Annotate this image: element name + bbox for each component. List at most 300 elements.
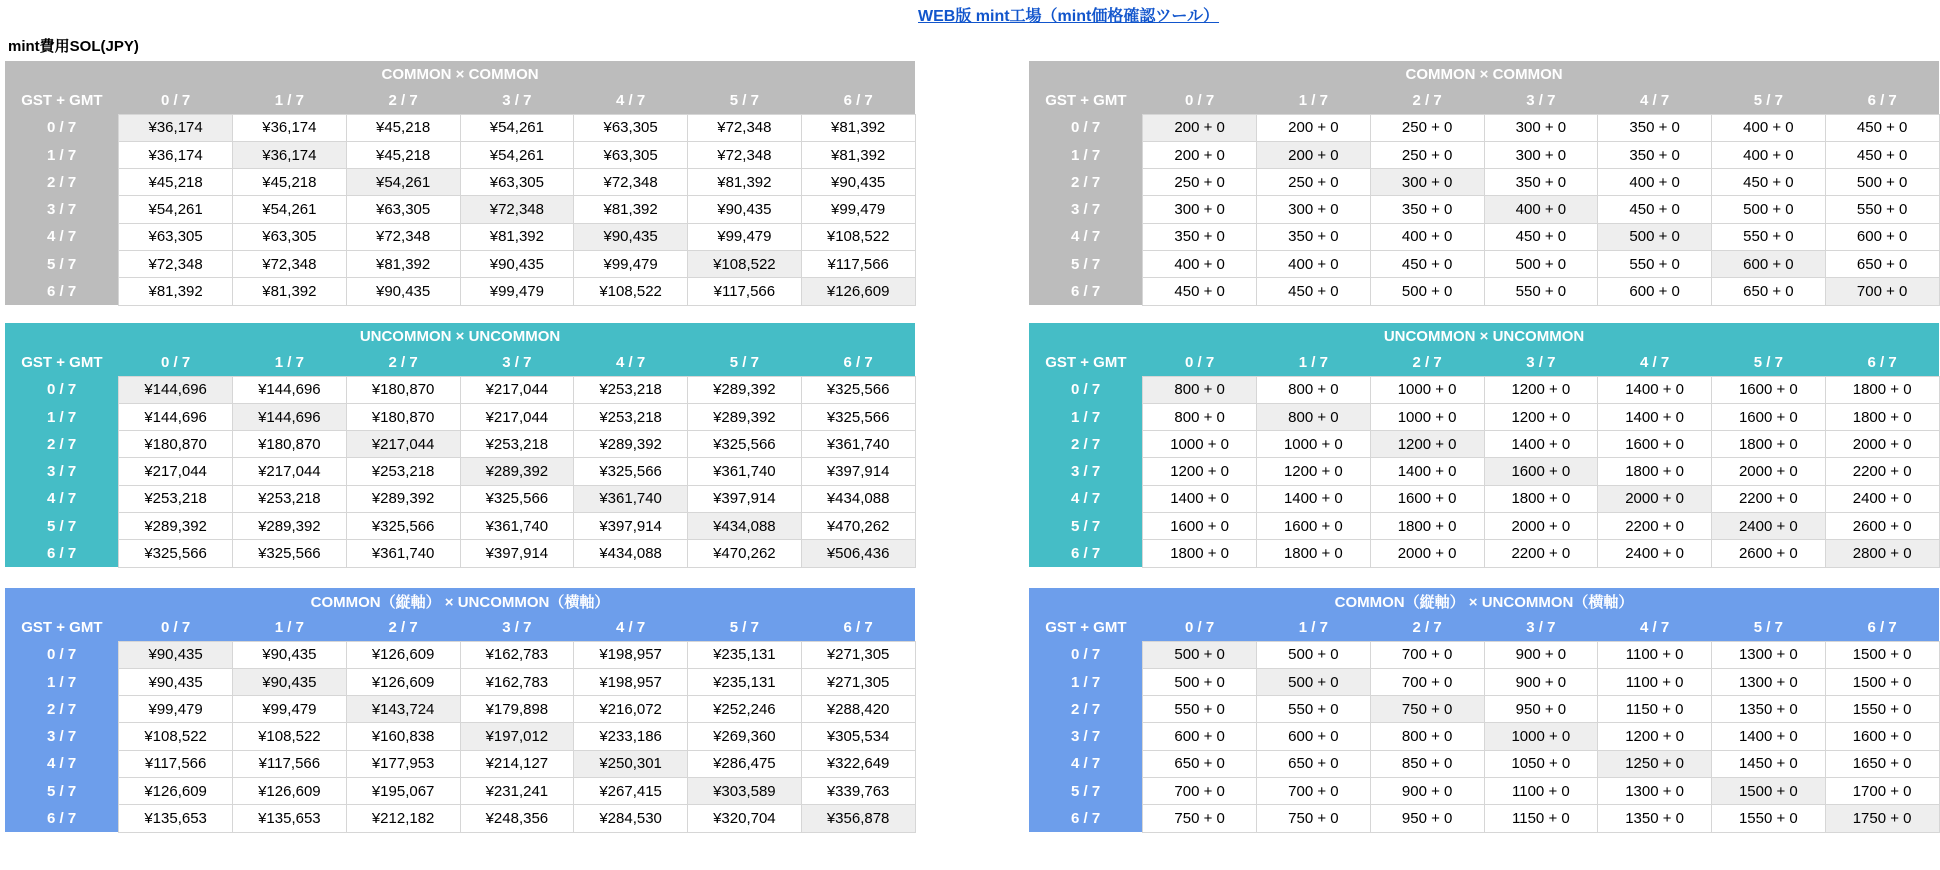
price-cell[interactable]: 450 + 0	[1143, 278, 1257, 305]
price-cell[interactable]: ¥108,522	[801, 223, 915, 250]
price-cell[interactable]: ¥289,392	[346, 485, 460, 512]
price-cell[interactable]: 1500 + 0	[1712, 778, 1826, 805]
price-cell[interactable]: ¥90,435	[233, 641, 347, 668]
price-cell[interactable]: 1800 + 0	[1712, 431, 1826, 458]
price-cell[interactable]: ¥325,566	[801, 376, 915, 403]
price-cell[interactable]: 1000 + 0	[1257, 431, 1371, 458]
price-cell[interactable]: 2000 + 0	[1825, 431, 1939, 458]
price-cell[interactable]: ¥289,392	[688, 376, 802, 403]
price-cell[interactable]: ¥361,740	[574, 485, 688, 512]
price-cell[interactable]: ¥356,878	[801, 805, 915, 832]
price-cell[interactable]: 550 + 0	[1825, 196, 1939, 223]
price-cell[interactable]: 700 + 0	[1370, 641, 1484, 668]
price-cell[interactable]: ¥108,522	[574, 278, 688, 305]
price-cell[interactable]: ¥198,957	[574, 668, 688, 695]
price-cell[interactable]: 1400 + 0	[1143, 485, 1257, 512]
price-cell[interactable]: 450 + 0	[1484, 223, 1598, 250]
price-cell[interactable]: 1400 + 0	[1257, 485, 1371, 512]
price-cell[interactable]: 600 + 0	[1825, 223, 1939, 250]
price-cell[interactable]: 800 + 0	[1257, 403, 1371, 430]
price-cell[interactable]: ¥253,218	[574, 403, 688, 430]
price-cell[interactable]: ¥99,479	[119, 696, 233, 723]
price-cell[interactable]: ¥235,131	[688, 641, 802, 668]
price-cell[interactable]: ¥144,696	[233, 376, 347, 403]
price-cell[interactable]: ¥126,609	[346, 641, 460, 668]
price-cell[interactable]: 1400 + 0	[1598, 376, 1712, 403]
price-cell[interactable]: 2800 + 0	[1825, 540, 1939, 567]
price-cell[interactable]: ¥248,356	[460, 805, 574, 832]
price-cell[interactable]: ¥81,392	[233, 278, 347, 305]
price-cell[interactable]: 1350 + 0	[1598, 805, 1712, 832]
price-cell[interactable]: 1600 + 0	[1257, 513, 1371, 540]
price-cell[interactable]: ¥63,305	[460, 169, 574, 196]
price-cell[interactable]: 1500 + 0	[1825, 668, 1939, 695]
price-cell[interactable]: 200 + 0	[1143, 141, 1257, 168]
price-cell[interactable]: ¥143,724	[346, 696, 460, 723]
price-cell[interactable]: ¥217,044	[233, 458, 347, 485]
price-cell[interactable]: 650 + 0	[1712, 278, 1826, 305]
price-cell[interactable]: ¥108,522	[233, 723, 347, 750]
price-cell[interactable]: 2200 + 0	[1825, 458, 1939, 485]
price-cell[interactable]: ¥63,305	[574, 141, 688, 168]
price-cell[interactable]: 550 + 0	[1484, 278, 1598, 305]
price-cell[interactable]: ¥397,914	[688, 485, 802, 512]
price-cell[interactable]: ¥305,534	[801, 723, 915, 750]
price-cell[interactable]: ¥325,566	[574, 458, 688, 485]
price-cell[interactable]: 300 + 0	[1484, 141, 1598, 168]
price-cell[interactable]: 350 + 0	[1484, 169, 1598, 196]
price-cell[interactable]: ¥180,870	[119, 431, 233, 458]
row-header: 5 / 7	[1029, 513, 1143, 540]
price-cell[interactable]: ¥63,305	[574, 114, 688, 141]
price-cell[interactable]: 350 + 0	[1257, 223, 1371, 250]
price-cell[interactable]: ¥397,914	[460, 540, 574, 567]
price-cell[interactable]: ¥320,704	[688, 805, 802, 832]
price-cell[interactable]: ¥253,218	[346, 458, 460, 485]
price-cell[interactable]: 1400 + 0	[1712, 723, 1826, 750]
price-cell[interactable]: ¥63,305	[346, 196, 460, 223]
price-cell[interactable]: 200 + 0	[1257, 114, 1371, 141]
price-cell[interactable]: 650 + 0	[1257, 750, 1371, 777]
price-cell[interactable]: 1800 + 0	[1143, 540, 1257, 567]
price-cell[interactable]: 600 + 0	[1143, 723, 1257, 750]
price-cell[interactable]: 800 + 0	[1257, 376, 1371, 403]
price-cell[interactable]: ¥99,479	[801, 196, 915, 223]
price-cell[interactable]: ¥36,174	[233, 114, 347, 141]
price-cell[interactable]: 400 + 0	[1598, 169, 1712, 196]
table-row	[5, 778, 915, 805]
price-cell[interactable]: 500 + 0	[1257, 668, 1371, 695]
price-cell[interactable]: ¥108,522	[119, 723, 233, 750]
price-cell[interactable]: ¥253,218	[460, 431, 574, 458]
price-cell[interactable]: 1400 + 0	[1370, 458, 1484, 485]
price-cell[interactable]: ¥180,870	[346, 376, 460, 403]
price-cell[interactable]: 2200 + 0	[1598, 513, 1712, 540]
price-cell[interactable]: 700 + 0	[1370, 668, 1484, 695]
price-cell[interactable]: ¥126,609	[346, 668, 460, 695]
price-cell[interactable]: 250 + 0	[1370, 141, 1484, 168]
price-cell[interactable]: 900 + 0	[1370, 778, 1484, 805]
price-cell[interactable]: ¥286,475	[688, 750, 802, 777]
price-cell[interactable]: ¥303,589	[688, 778, 802, 805]
price-cell[interactable]: 400 + 0	[1712, 114, 1826, 141]
price-cell[interactable]: 1050 + 0	[1484, 750, 1598, 777]
price-cell[interactable]: 300 + 0	[1370, 169, 1484, 196]
price-cell[interactable]: 250 + 0	[1257, 169, 1371, 196]
price-cell[interactable]: ¥90,435	[460, 251, 574, 278]
price-cell[interactable]: 500 + 0	[1825, 169, 1939, 196]
price-cell[interactable]: 1800 + 0	[1484, 485, 1598, 512]
price-cell[interactable]: 2600 + 0	[1825, 513, 1939, 540]
price-cell[interactable]: 2600 + 0	[1712, 540, 1826, 567]
price-cell[interactable]: ¥361,740	[801, 431, 915, 458]
price-cell[interactable]: ¥144,696	[119, 376, 233, 403]
price-cell[interactable]: ¥117,566	[119, 750, 233, 777]
price-cell[interactable]: 750 + 0	[1143, 805, 1257, 832]
price-cell[interactable]: ¥284,530	[574, 805, 688, 832]
price-cell[interactable]: ¥217,044	[119, 458, 233, 485]
price-cell[interactable]: ¥325,566	[346, 513, 460, 540]
price-cell[interactable]: ¥231,241	[460, 778, 574, 805]
price-cell[interactable]: ¥180,870	[346, 403, 460, 430]
price-cell[interactable]: 350 + 0	[1143, 223, 1257, 250]
price-cell[interactable]: ¥54,261	[233, 196, 347, 223]
price-cell[interactable]: ¥434,088	[801, 485, 915, 512]
price-cell[interactable]: ¥54,261	[119, 196, 233, 223]
price-cell[interactable]: ¥325,566	[460, 485, 574, 512]
price-cell[interactable]: 450 + 0	[1370, 251, 1484, 278]
price-cell[interactable]: ¥162,783	[460, 668, 574, 695]
price-cell[interactable]: ¥99,479	[688, 223, 802, 250]
price-cell[interactable]: ¥54,261	[460, 141, 574, 168]
price-cell[interactable]: ¥197,012	[460, 723, 574, 750]
price-cell[interactable]: ¥54,261	[346, 169, 460, 196]
price-cell[interactable]: 500 + 0	[1257, 641, 1371, 668]
price-cell[interactable]: 650 + 0	[1825, 251, 1939, 278]
price-cell[interactable]: ¥235,131	[688, 668, 802, 695]
price-cell[interactable]: 1300 + 0	[1712, 641, 1826, 668]
price-cell[interactable]: 300 + 0	[1257, 196, 1371, 223]
price-cell[interactable]: 800 + 0	[1370, 723, 1484, 750]
price-cell[interactable]: ¥322,649	[801, 750, 915, 777]
price-cell[interactable]: ¥434,088	[574, 540, 688, 567]
price-cell[interactable]: ¥288,420	[801, 696, 915, 723]
price-cell[interactable]: ¥217,044	[460, 403, 574, 430]
price-cell[interactable]: 1350 + 0	[1712, 696, 1826, 723]
price-cell[interactable]: ¥195,067	[346, 778, 460, 805]
price-cell[interactable]: 1550 + 0	[1825, 696, 1939, 723]
price-cell[interactable]: 2000 + 0	[1484, 513, 1598, 540]
price-cell[interactable]: 450 + 0	[1825, 141, 1939, 168]
price-cell[interactable]: ¥470,262	[688, 540, 802, 567]
price-cell[interactable]: 1200 + 0	[1257, 458, 1371, 485]
price-cell[interactable]: 400 + 0	[1257, 251, 1371, 278]
price-cell[interactable]: 1800 + 0	[1370, 513, 1484, 540]
price-cell[interactable]: 750 + 0	[1370, 696, 1484, 723]
price-cell[interactable]: ¥126,609	[801, 278, 915, 305]
price-cell[interactable]: 350 + 0	[1598, 114, 1712, 141]
price-cell[interactable]: ¥233,186	[574, 723, 688, 750]
price-cell[interactable]: 400 + 0	[1484, 196, 1598, 223]
page-title: mint費用SOL(JPY)	[8, 38, 139, 55]
price-cell[interactable]: ¥108,522	[688, 251, 802, 278]
price-cell[interactable]: 1800 + 0	[1825, 403, 1939, 430]
price-cell[interactable]: ¥90,435	[119, 641, 233, 668]
price-cell[interactable]: 400 + 0	[1712, 141, 1826, 168]
price-cell[interactable]: ¥216,072	[574, 696, 688, 723]
price-cell[interactable]: ¥269,360	[688, 723, 802, 750]
price-cell[interactable]: ¥90,435	[119, 668, 233, 695]
price-cell[interactable]: ¥45,218	[346, 114, 460, 141]
price-cell[interactable]: ¥72,348	[460, 196, 574, 223]
price-cell[interactable]: ¥250,301	[574, 750, 688, 777]
price-cell[interactable]: ¥289,392	[119, 513, 233, 540]
price-cell[interactable]: 900 + 0	[1484, 641, 1598, 668]
price-cell[interactable]: ¥45,218	[346, 141, 460, 168]
price-cell[interactable]: 1800 + 0	[1825, 376, 1939, 403]
price-cell[interactable]: 600 + 0	[1712, 251, 1826, 278]
price-cell[interactable]: ¥126,609	[233, 778, 347, 805]
price-cell[interactable]: 500 + 0	[1484, 251, 1598, 278]
price-cell[interactable]: 600 + 0	[1257, 723, 1371, 750]
price-cell[interactable]: ¥90,435	[801, 169, 915, 196]
price-cell[interactable]: 1600 + 0	[1484, 458, 1598, 485]
price-cell[interactable]: 1150 + 0	[1484, 805, 1598, 832]
price-cell[interactable]: ¥325,566	[233, 540, 347, 567]
price-cell[interactable]: ¥397,914	[574, 513, 688, 540]
column-header: 3 / 7	[1484, 614, 1598, 641]
price-cell[interactable]: ¥90,435	[346, 278, 460, 305]
price-cell[interactable]: 1000 + 0	[1370, 403, 1484, 430]
price-cell[interactable]: ¥271,305	[801, 641, 915, 668]
price-cell[interactable]: ¥45,218	[119, 169, 233, 196]
price-cell[interactable]: 1200 + 0	[1484, 376, 1598, 403]
price-cell[interactable]: ¥81,392	[801, 114, 915, 141]
price-cell[interactable]: 750 + 0	[1257, 805, 1371, 832]
price-cell[interactable]: 500 + 0	[1143, 641, 1257, 668]
price-cell[interactable]: 650 + 0	[1143, 750, 1257, 777]
price-cell[interactable]: 1400 + 0	[1598, 403, 1712, 430]
price-cell[interactable]: ¥253,218	[233, 485, 347, 512]
price-cell[interactable]: 200 + 0	[1143, 114, 1257, 141]
price-cell[interactable]: 600 + 0	[1598, 278, 1712, 305]
price-cell[interactable]: 1100 + 0	[1484, 778, 1598, 805]
price-cell[interactable]: ¥81,392	[801, 141, 915, 168]
price-cell[interactable]: ¥198,957	[574, 641, 688, 668]
price-cell[interactable]: ¥325,566	[801, 403, 915, 430]
price-cell[interactable]: 1550 + 0	[1712, 805, 1826, 832]
price-cell[interactable]: ¥397,914	[801, 458, 915, 485]
price-cell[interactable]: 1600 + 0	[1370, 485, 1484, 512]
price-cell[interactable]: ¥212,182	[346, 805, 460, 832]
price-cell[interactable]: 1250 + 0	[1598, 750, 1712, 777]
price-cell[interactable]: ¥160,838	[346, 723, 460, 750]
price-cell[interactable]: 950 + 0	[1484, 696, 1598, 723]
price-cell[interactable]: ¥63,305	[119, 223, 233, 250]
price-cell[interactable]: 450 + 0	[1712, 169, 1826, 196]
price-cell[interactable]: 450 + 0	[1598, 196, 1712, 223]
price-cell[interactable]: ¥117,566	[688, 278, 802, 305]
price-cell[interactable]: ¥117,566	[233, 750, 347, 777]
price-cell[interactable]: ¥289,392	[233, 513, 347, 540]
price-cell[interactable]: ¥81,392	[460, 223, 574, 250]
price-cell[interactable]: ¥72,348	[688, 141, 802, 168]
price-cell[interactable]: 2000 + 0	[1712, 458, 1826, 485]
price-cell[interactable]: ¥72,348	[688, 114, 802, 141]
price-cell[interactable]: 1200 + 0	[1143, 458, 1257, 485]
price-cell[interactable]: ¥72,348	[119, 251, 233, 278]
price-cell[interactable]: 250 + 0	[1143, 169, 1257, 196]
price-cell[interactable]: ¥179,898	[460, 696, 574, 723]
price-cell[interactable]: 2000 + 0	[1370, 540, 1484, 567]
price-cell[interactable]: 1200 + 0	[1484, 403, 1598, 430]
price-cell[interactable]: 2000 + 0	[1598, 485, 1712, 512]
price-cell[interactable]: 550 + 0	[1143, 696, 1257, 723]
table-title: COMMON（縦軸） × UNCOMMON（横軸）	[5, 588, 915, 614]
price-cell[interactable]: ¥117,566	[801, 251, 915, 278]
price-cell[interactable]: 1300 + 0	[1712, 668, 1826, 695]
price-cell[interactable]: ¥361,740	[460, 513, 574, 540]
price-cell[interactable]: ¥99,479	[574, 251, 688, 278]
price-cell[interactable]: ¥81,392	[574, 196, 688, 223]
price-cell[interactable]: 200 + 0	[1257, 141, 1371, 168]
price-cell[interactable]: ¥135,653	[233, 805, 347, 832]
price-cell[interactable]: ¥45,218	[233, 169, 347, 196]
price-cell[interactable]: 1000 + 0	[1143, 431, 1257, 458]
price-cell[interactable]: 800 + 0	[1143, 403, 1257, 430]
price-cell[interactable]: ¥144,696	[119, 403, 233, 430]
price-cell[interactable]: ¥144,696	[233, 403, 347, 430]
price-cell[interactable]: 2400 + 0	[1712, 513, 1826, 540]
price-cell[interactable]: 1000 + 0	[1484, 723, 1598, 750]
price-cell[interactable]: ¥289,392	[574, 431, 688, 458]
price-cell[interactable]: ¥180,870	[233, 431, 347, 458]
price-cell[interactable]: 1650 + 0	[1825, 750, 1939, 777]
price-cell[interactable]: 1800 + 0	[1257, 540, 1371, 567]
price-cell[interactable]: ¥217,044	[346, 431, 460, 458]
price-cell[interactable]: 850 + 0	[1370, 750, 1484, 777]
price-cell[interactable]: 1700 + 0	[1825, 778, 1939, 805]
price-cell[interactable]: ¥54,261	[460, 114, 574, 141]
price-cell[interactable]: ¥289,392	[688, 403, 802, 430]
price-cell[interactable]: ¥90,435	[233, 668, 347, 695]
price-cell[interactable]: 950 + 0	[1370, 805, 1484, 832]
price-cell[interactable]: 1600 + 0	[1712, 376, 1826, 403]
price-cell[interactable]: ¥72,348	[346, 223, 460, 250]
price-cell[interactable]: ¥361,740	[688, 458, 802, 485]
price-cell[interactable]: ¥253,218	[119, 485, 233, 512]
price-cell[interactable]: ¥470,262	[801, 513, 915, 540]
price-cell[interactable]: 700 + 0	[1257, 778, 1371, 805]
price-cell[interactable]: 1450 + 0	[1712, 750, 1826, 777]
price-cell[interactable]: ¥434,088	[688, 513, 802, 540]
price-cell[interactable]: 2400 + 0	[1825, 485, 1939, 512]
price-cell[interactable]: ¥90,435	[574, 223, 688, 250]
price-cell[interactable]: ¥72,348	[233, 251, 347, 278]
price-cell[interactable]: 500 + 0	[1143, 668, 1257, 695]
mint-tool-link[interactable]: WEB版 mint工場（mint価格確認ツール）	[918, 8, 1220, 25]
price-cell[interactable]: 2200 + 0	[1712, 485, 1826, 512]
price-cell[interactable]: ¥81,392	[688, 169, 802, 196]
price-cell[interactable]: 450 + 0	[1825, 114, 1939, 141]
price-cell[interactable]: 800 + 0	[1143, 376, 1257, 403]
price-cell[interactable]: 450 + 0	[1257, 278, 1371, 305]
price-cell[interactable]: 550 + 0	[1257, 696, 1371, 723]
price-cell[interactable]: 1100 + 0	[1598, 641, 1712, 668]
price-cell[interactable]: 400 + 0	[1143, 251, 1257, 278]
price-cell[interactable]: 250 + 0	[1370, 114, 1484, 141]
price-cell[interactable]: ¥253,218	[574, 376, 688, 403]
price-cell[interactable]: 1300 + 0	[1598, 778, 1712, 805]
price-cell[interactable]: ¥72,348	[574, 169, 688, 196]
price-cell[interactable]: 400 + 0	[1370, 223, 1484, 250]
price-cell[interactable]: 300 + 0	[1484, 114, 1598, 141]
price-cell[interactable]: 350 + 0	[1370, 196, 1484, 223]
price-cell[interactable]: 550 + 0	[1598, 251, 1712, 278]
price-cell[interactable]: 1800 + 0	[1598, 458, 1712, 485]
price-cell[interactable]: ¥90,435	[688, 196, 802, 223]
price-cell[interactable]: ¥99,479	[233, 696, 347, 723]
price-cell[interactable]: ¥81,392	[346, 251, 460, 278]
price-cell[interactable]: 1600 + 0	[1712, 403, 1826, 430]
price-cell[interactable]: ¥252,246	[688, 696, 802, 723]
price-cell[interactable]: 1600 + 0	[1143, 513, 1257, 540]
price-cell[interactable]: 1600 + 0	[1598, 431, 1712, 458]
price-cell[interactable]: 1600 + 0	[1825, 723, 1939, 750]
price-cell[interactable]: 2400 + 0	[1598, 540, 1712, 567]
price-cell[interactable]: ¥271,305	[801, 668, 915, 695]
price-cell[interactable]: 500 + 0	[1370, 278, 1484, 305]
price-cell[interactable]: ¥99,479	[460, 278, 574, 305]
price-cell[interactable]: ¥81,392	[119, 278, 233, 305]
price-cell[interactable]: ¥135,653	[119, 805, 233, 832]
price-cell[interactable]: 1100 + 0	[1598, 668, 1712, 695]
price-cell[interactable]: 1500 + 0	[1825, 641, 1939, 668]
price-cell[interactable]: ¥177,953	[346, 750, 460, 777]
price-cell[interactable]: ¥506,436	[801, 540, 915, 567]
price-cell[interactable]: ¥36,174	[119, 114, 233, 141]
price-cell[interactable]: 350 + 0	[1598, 141, 1712, 168]
price-cell[interactable]: 300 + 0	[1143, 196, 1257, 223]
price-cell[interactable]: 550 + 0	[1712, 223, 1826, 250]
price-cell[interactable]: 500 + 0	[1712, 196, 1826, 223]
price-cell[interactable]: ¥162,783	[460, 641, 574, 668]
price-cell[interactable]: ¥361,740	[346, 540, 460, 567]
price-cell[interactable]: ¥63,305	[233, 223, 347, 250]
price-cell[interactable]: ¥214,127	[460, 750, 574, 777]
price-cell[interactable]: ¥325,566	[688, 431, 802, 458]
price-cell[interactable]: ¥267,415	[574, 778, 688, 805]
price-cell[interactable]: ¥217,044	[460, 376, 574, 403]
price-cell[interactable]: ¥36,174	[119, 141, 233, 168]
price-cell[interactable]: 1000 + 0	[1370, 376, 1484, 403]
price-cell[interactable]: 1150 + 0	[1598, 696, 1712, 723]
price-cell[interactable]: 2200 + 0	[1484, 540, 1598, 567]
price-cell[interactable]: ¥126,609	[119, 778, 233, 805]
price-cell[interactable]: 900 + 0	[1484, 668, 1598, 695]
price-cell[interactable]: ¥36,174	[233, 141, 347, 168]
price-cell[interactable]: 1750 + 0	[1825, 805, 1939, 832]
price-cell[interactable]: 1200 + 0	[1598, 723, 1712, 750]
price-cell[interactable]: 700 + 0	[1143, 778, 1257, 805]
price-cell[interactable]: ¥325,566	[119, 540, 233, 567]
price-cell[interactable]: 1400 + 0	[1484, 431, 1598, 458]
price-cell[interactable]: ¥289,392	[460, 458, 574, 485]
price-cell[interactable]: 700 + 0	[1825, 278, 1939, 305]
price-cell[interactable]: ¥339,763	[801, 778, 915, 805]
price-cell[interactable]: 500 + 0	[1598, 223, 1712, 250]
price-cell[interactable]: 1200 + 0	[1370, 431, 1484, 458]
